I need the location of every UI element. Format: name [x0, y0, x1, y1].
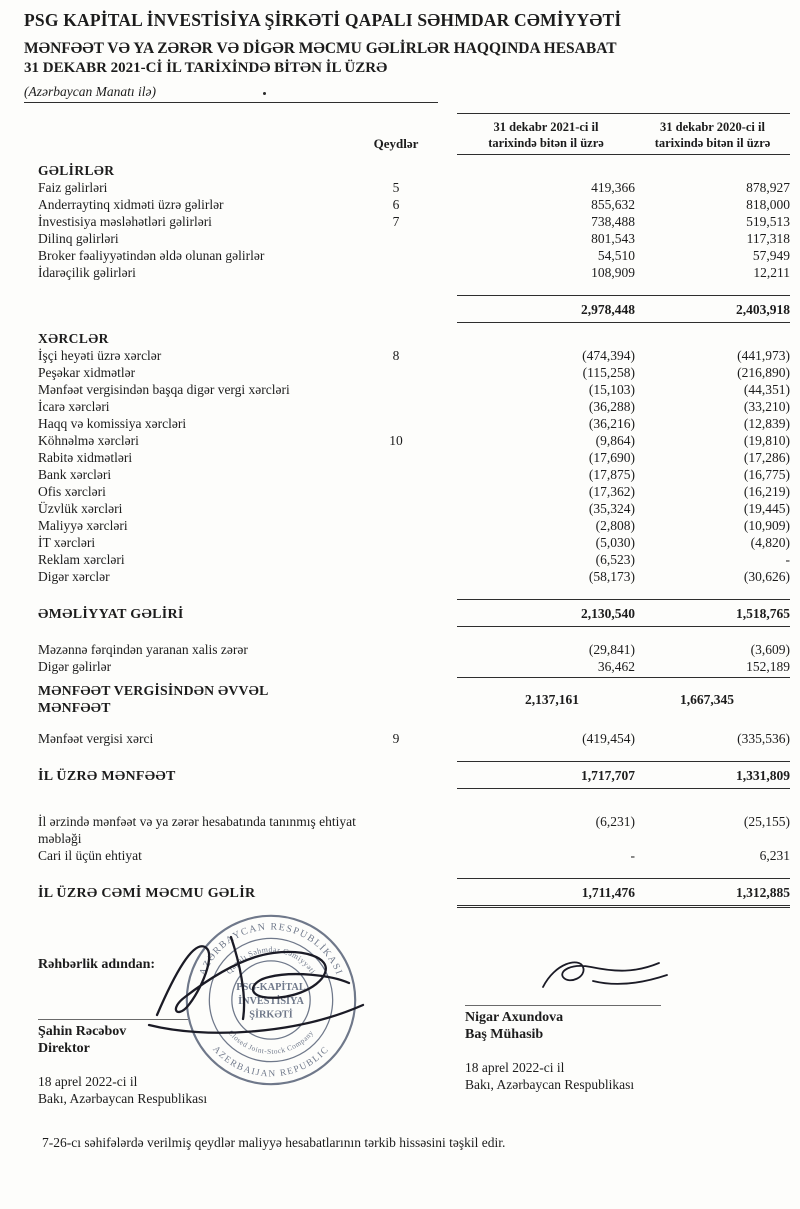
- row-note: 6: [392, 197, 400, 212]
- table-row: [38, 534, 790, 551]
- signature-line-left: [38, 1019, 188, 1020]
- value-2020: (16,775): [743, 467, 790, 482]
- director-title: Direktor: [38, 1041, 90, 1056]
- value-2021: (419,454): [582, 731, 635, 746]
- report-title: MƏNFƏƏT VƏ YA ZƏRƏR VƏ DİGƏR MƏCMU GƏLİRLƏR HAQQINDA HESABAT: [24, 40, 617, 57]
- value-2021: (474,394): [582, 348, 635, 363]
- row-values: [457, 551, 790, 568]
- value-2020: (16,219): [743, 484, 790, 499]
- value-2020: (12,839): [743, 416, 790, 431]
- value-2020: (10,909): [743, 518, 790, 533]
- row-label: XƏRCLƏR: [38, 331, 109, 346]
- value-2021: (5,030): [595, 535, 635, 550]
- table-row: [38, 364, 790, 381]
- footer-note: 7-26-cı səhifələrdə verilmiş qeydlər maliyyə hesabatlarının tərkib hissəsini təşkil edir.: [42, 1135, 506, 1150]
- signature-place-right: Bakı, Azərbaycan Respublikası: [465, 1077, 635, 1092]
- value-2021: 2,978,448: [581, 302, 635, 317]
- col-header-2021-line2: tarixində bitən il üzrə: [488, 136, 604, 150]
- row-values: [457, 568, 790, 585]
- accountant-title: Baş Mühasib: [465, 1027, 544, 1042]
- value-2020: (30,626): [743, 569, 790, 584]
- value-2020: 1,331,809: [736, 768, 790, 783]
- table-row: [38, 449, 790, 466]
- row-values: [457, 658, 790, 678]
- value-2020: 1,312,885: [736, 885, 790, 900]
- value-2020: (216,890): [737, 365, 790, 380]
- row-label: Haqq və komissiya xərcləri: [38, 416, 187, 431]
- signature-heading: Rəhbərlik adından:: [38, 957, 156, 972]
- stamp-center-line2: İNVESTİSİYA: [238, 995, 304, 1007]
- row-values: [401, 691, 734, 708]
- table-row: [38, 466, 790, 483]
- value-2020: -: [785, 552, 790, 567]
- table-row: [38, 658, 790, 678]
- row-label: MƏNFƏƏT VERGİSİNDƏN ƏVVƏL MƏNFƏƏT: [38, 683, 268, 715]
- row-label: Dilinq gəlirləri: [38, 231, 119, 246]
- row-note: 9: [392, 731, 400, 746]
- value-2020: 6,231: [759, 848, 790, 863]
- value-2021: 54,510: [597, 248, 635, 263]
- table-row: [38, 295, 790, 323]
- row-values: [457, 466, 790, 483]
- row-label: İl ərzində mənfəət və ya zərər hesabatında tanınmış ehtiyat məbləği: [38, 814, 356, 846]
- row-values: [457, 641, 790, 658]
- value-2020: 519,513: [746, 214, 790, 229]
- row-label: Digər xərclər: [38, 569, 110, 584]
- report-period: 31 DEKABR 2021-Cİ İL TARİXİNDƏ BİTƏN İL ÜZRƏ: [24, 60, 388, 76]
- row-label: Üzvlük xərcləri: [38, 501, 123, 516]
- stamp-inner-top-text: Qapalı Səhmdar Cəmiyyəti: [224, 945, 318, 976]
- row-values: [457, 500, 790, 517]
- table-row: [38, 162, 790, 179]
- table-row: [38, 381, 790, 398]
- row-values: [457, 847, 790, 864]
- value-2020: (441,973): [737, 348, 790, 363]
- row-label: İL ÜZRƏ CƏMİ MƏCMU GƏLİR: [38, 886, 256, 901]
- row-values: [457, 432, 790, 449]
- value-2021: 855,632: [591, 197, 635, 212]
- value-2021: 738,488: [591, 214, 635, 229]
- scan-artifact-dot: [263, 92, 266, 95]
- table-row: [38, 847, 790, 864]
- income-statement-table: [0, 113, 800, 908]
- table-row: [38, 415, 790, 432]
- row-values: [457, 730, 790, 747]
- table-row: [38, 330, 790, 347]
- table-row: [38, 599, 790, 627]
- value-2020: (3,609): [750, 642, 790, 657]
- value-2021: 801,543: [591, 231, 635, 246]
- value-2021: (6,523): [595, 552, 635, 567]
- stamp-outer-top-text: AZƏRBAYCAN RESPUBLİKASI: [197, 921, 345, 978]
- company-title: PSG KAPİTAL İNVESTİSİYA ŞİRKƏTİ QAPALI SƏHMDAR CƏMİYYƏTİ: [24, 10, 622, 30]
- row-values: [457, 534, 790, 551]
- row-label: Mənfəət vergisi xərci: [38, 731, 154, 746]
- value-2020: 818,000: [746, 197, 790, 212]
- row-label: GƏLİRLƏR: [38, 163, 115, 178]
- row-label: Broker fəaliyyətindən əldə olunan gəlirlər: [38, 248, 265, 263]
- signature-date-right: 18 aprel 2022-ci il: [465, 1060, 565, 1075]
- currency-note: (Azərbaycan Manatı ilə): [24, 84, 438, 103]
- row-values: [457, 483, 790, 500]
- stamp-outer-bottom-text: AZERBAIJAN REPUBLIC: [210, 1044, 332, 1080]
- row-note: 8: [392, 348, 400, 363]
- value-2021: (36,288): [588, 399, 635, 414]
- value-2020: 117,318: [746, 231, 790, 246]
- signature-section: [0, 895, 800, 1155]
- col-header-2020: [635, 119, 790, 155]
- row-values: [457, 364, 790, 381]
- table-row: [38, 517, 790, 534]
- value-2021: (36,216): [588, 416, 635, 431]
- stamp-center-line1: PSG-KAPİTAL: [236, 982, 306, 994]
- col-header-2020-line2: tarixində bitən il üzrə: [654, 136, 771, 150]
- col-header-years: [457, 113, 790, 155]
- table-row: [38, 813, 790, 847]
- table-row: [38, 196, 790, 213]
- value-2020: (4,820): [750, 535, 790, 550]
- row-note: 10: [389, 433, 403, 448]
- value-2021: (58,173): [588, 569, 635, 584]
- value-2021: 1,711,476: [581, 885, 635, 900]
- row-label: İdarəçilik gəlirləri: [38, 265, 136, 280]
- value-2020: 12,211: [753, 265, 790, 280]
- value-2021: 2,137,161: [525, 691, 579, 707]
- table-row: [38, 213, 790, 230]
- row-note: 7: [392, 214, 400, 229]
- col-header-2021-line1: 31 dekabr 2021-ci il: [493, 120, 599, 134]
- value-2021: (17,875): [588, 467, 635, 482]
- table-header-row: [38, 113, 790, 155]
- col-header-2020-line1: 31 dekabr 2020-ci il: [660, 120, 765, 134]
- row-label: Anderraytinq xidməti üzrə gəlirlər: [38, 197, 224, 212]
- director-name: Şahin Rəcəbov: [38, 1024, 127, 1039]
- row-label: Reklam xərcləri: [38, 552, 125, 567]
- value-2021: (115,258): [582, 365, 635, 380]
- stamp-inner-bottom-text: Closed Joint-Stock Company: [226, 1028, 316, 1056]
- row-values: [457, 230, 790, 247]
- row-values: [457, 264, 790, 281]
- row-label: Mənfəət vergisindən başqa digər vergi xərcləri: [38, 382, 290, 397]
- value-2021: (2,808): [595, 518, 635, 533]
- row-values: [457, 398, 790, 415]
- row-label: Digər gəlirlər: [38, 659, 112, 674]
- row-label: İnvestisiya məsləhətləri gəlirləri: [38, 214, 212, 229]
- row-values: [457, 415, 790, 432]
- row-label: İT xərcləri: [38, 535, 96, 550]
- row-label: İcarə xərcləri: [38, 399, 110, 414]
- row-values: [457, 761, 790, 789]
- value-2021: (17,690): [588, 450, 635, 465]
- row-label: Faiz gəlirləri: [38, 180, 108, 195]
- accountant-signature-icon: [535, 953, 680, 1001]
- value-2021: 36,462: [597, 659, 635, 674]
- table-row: [38, 179, 790, 196]
- value-2021: 1,717,707: [581, 768, 635, 783]
- row-label: Məzənnə fərqindən yaranan xalis zərər: [38, 642, 248, 657]
- row-values: [457, 813, 790, 830]
- value-2021: 419,366: [591, 180, 635, 195]
- stamp-center-line3: ŞİRKƏTİ: [249, 1009, 293, 1021]
- row-values: [457, 449, 790, 466]
- signature-place-left: Bakı, Azərbaycan Respublikası: [38, 1091, 208, 1106]
- row-values: [457, 295, 790, 323]
- row-values: [457, 213, 790, 230]
- table-row: [38, 398, 790, 415]
- table-row: [38, 500, 790, 517]
- director-signature-block: [38, 1019, 207, 1107]
- row-label: Rabitə xidmətləri: [38, 450, 133, 465]
- row-values: [457, 381, 790, 398]
- table-row: [38, 551, 790, 568]
- value-2020: (335,536): [737, 731, 790, 746]
- col-header-2021: [457, 119, 635, 155]
- value-2020: 1,518,765: [736, 606, 790, 621]
- value-2021: (15,103): [588, 382, 635, 397]
- value-2021: (9,864): [595, 433, 635, 448]
- row-label: İşçi heyəti üzrə xərclər: [38, 348, 162, 363]
- col-header-notes: Qeydlər: [373, 136, 419, 151]
- row-label: Cari il üçün ehtiyat: [38, 848, 142, 863]
- value-2021: (35,324): [588, 501, 635, 516]
- row-values: [457, 347, 790, 364]
- table-row: [38, 761, 790, 789]
- row-values: [457, 179, 790, 196]
- value-2021: (6,231): [595, 814, 635, 829]
- table-row: [38, 347, 790, 364]
- value-2020: (19,810): [743, 433, 790, 448]
- table-row: [38, 432, 790, 449]
- table-row: [38, 682, 790, 716]
- table-row: [38, 641, 790, 658]
- row-label: İL ÜZRƏ MƏNFƏƏT: [38, 769, 176, 784]
- value-2020: (44,351): [743, 382, 790, 397]
- signature-line-right: [465, 1005, 661, 1006]
- table-row: [38, 264, 790, 281]
- row-label: Maliyyə xərcləri: [38, 518, 128, 533]
- value-2020: (25,155): [743, 814, 790, 829]
- table-row: [38, 568, 790, 585]
- table-row: [38, 730, 790, 747]
- value-2021: 108,909: [591, 265, 635, 280]
- row-label: ƏMƏLİYYAT GƏLİRİ: [38, 607, 184, 622]
- value-2020: (17,286): [743, 450, 790, 465]
- row-label: Köhnəlmə xərcləri: [38, 433, 139, 448]
- row-values: [457, 599, 790, 627]
- accountant-name: Nigar Axundova: [465, 1010, 564, 1025]
- table-row: [38, 230, 790, 247]
- row-label: Bank xərcləri: [38, 467, 112, 482]
- row-label: Peşəkar xidmətlər: [38, 365, 136, 380]
- value-2021: (29,841): [588, 642, 635, 657]
- value-2020: 57,949: [752, 248, 790, 263]
- value-2020: 2,403,918: [736, 302, 790, 317]
- value-2021: 2,130,540: [581, 606, 635, 621]
- row-note: 5: [392, 180, 400, 195]
- document-header: [0, 0, 800, 103]
- value-2021: (17,362): [588, 484, 635, 499]
- signature-date-left: 18 aprel 2022-ci il: [38, 1074, 138, 1089]
- row-values: [457, 196, 790, 213]
- row-values: [457, 247, 790, 264]
- row-values: [457, 517, 790, 534]
- value-2020: (33,210): [743, 399, 790, 414]
- value-2021: -: [630, 848, 635, 863]
- value-2020: 1,667,345: [680, 691, 734, 707]
- table-row: [38, 247, 790, 264]
- value-2020: 878,927: [746, 180, 790, 195]
- value-2020: 152,189: [746, 659, 790, 674]
- value-2020: (19,445): [743, 501, 790, 516]
- row-label: Ofis xərcləri: [38, 484, 106, 499]
- accountant-signature-block: [465, 1005, 661, 1093]
- table-body: [38, 162, 790, 908]
- table-row: [38, 483, 790, 500]
